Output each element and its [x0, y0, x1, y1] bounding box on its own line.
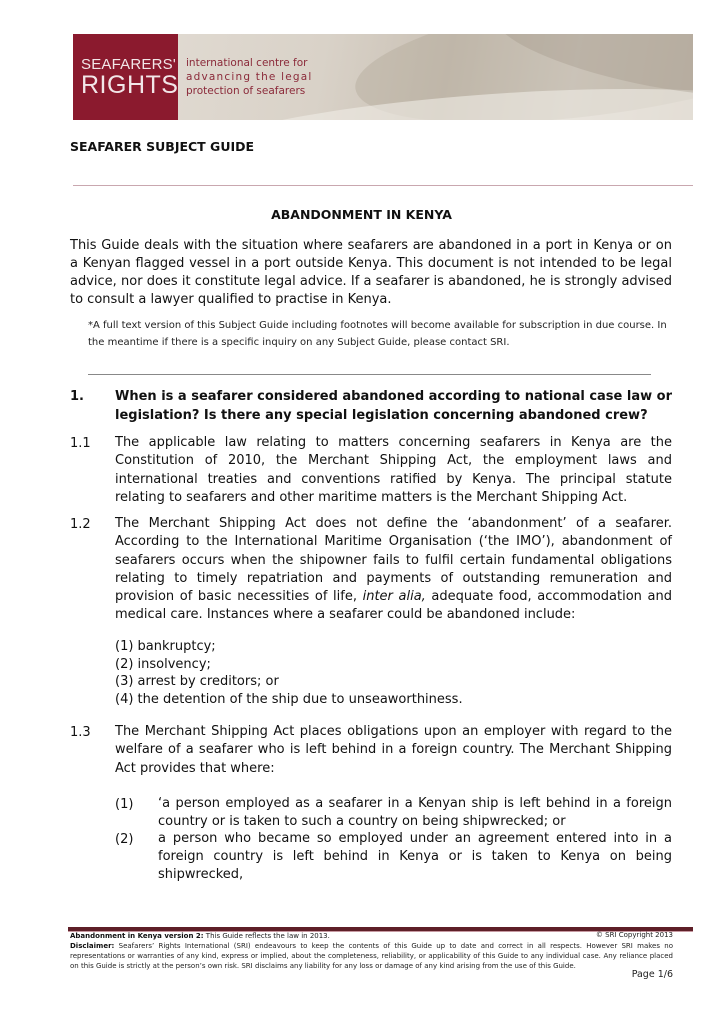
list-item: ‘a person employed as a seafarer in a Kenyan ship is left behind in a foreign country or is taken to such a country on being shipwrecked; or — [158, 796, 672, 829]
disclaimer-label: Disclaimer: — [70, 942, 115, 950]
logo — [73, 34, 178, 120]
paragraph-number: 1.3 — [70, 725, 91, 740]
version-text: This Guide reflects the law in 2013. — [203, 932, 330, 940]
list-item: (2) insolvency; — [115, 656, 211, 672]
paragraph-1-3: The Merchant Shipping Act places obligations upon an employer with regard to the welfare of a seafarer who is left behind in a foreign country. The Merchant Shipping Act provides that where: — [115, 724, 672, 776]
section-question: When is a seafarer considered abandoned according to national case law or legislation? Is there any special legislation concerning abandoned crew? — [115, 389, 672, 423]
paragraph-number: 1.1 — [70, 436, 91, 451]
paragraph-number: 1.2 — [70, 517, 91, 532]
guide-title: SEAFARER SUBJECT GUIDE — [70, 139, 255, 154]
list-item: (3) arrest by creditors; or — [115, 674, 279, 689]
tagline-line: protection of seafarers — [186, 85, 306, 97]
list-item-number: (1) — [115, 797, 134, 812]
divider — [73, 185, 693, 186]
tagline-line: international centre for — [186, 57, 308, 69]
page-number: Page 1/6 — [631, 969, 673, 980]
disclaimer — [70, 941, 673, 971]
disclaimer-text: Seafarers’ Rights International (SRI) endeavours to keep the contents of this Guide up to date and correct in all respects. However SRI makes no representations or warranties of any kind, express or implied, about the completeness, reliability, or applicability of this Guide to any individual case. Any reliance placed on this Guide is strictly at the person’s own risk. SRI disclaims any liability for any loss or damage of any kind arising from the use of this Guide. — [70, 942, 673, 970]
intro-paragraph: This Guide deals with the situation where seafarers are abandoned in a port in Kenya or on a Kenyan flagged vessel in a port outside Kenya. This document is not intended to be legal advice, nor does it constitute legal advice. If a seafarer is abandoned, he is strongly advised to consult a lawyer qualified to practise in Kenya. — [70, 238, 672, 307]
text: adequate food, accommodation and medical care. Instances where a seafarer could be abandoned include: — [115, 589, 672, 623]
list-item: a person who became so employed under an agreement entered into in a foreign country is left behind in Kenya or is taken to Kenya on being shipwrecked, — [158, 831, 672, 882]
logo-line1: SEAFARERS' — [81, 56, 176, 73]
paragraph-1-2 — [115, 515, 672, 625]
list-item-number: (2) — [115, 832, 134, 847]
instances-list — [115, 638, 463, 708]
text: The Merchant Shipping Act does not define the ‘abandonment’ of a seafarer. According to the International Maritime Organisation (‘the IMO’), abandonment of seafarers occurs when the shipowner fails to fulfil certain fundamental obligations relating to timely repatriation and payments of outstanding remuneration and provision of basic necessities of life, — [115, 516, 672, 605]
footnote-note: *A full text version of this Subject Guide including footnotes will become available for subscription in due course. In the meantime if there is a specific inquiry on any Subject Guide, please contact SRI. — [88, 320, 667, 348]
section-number: 1. — [70, 389, 84, 404]
version-line — [70, 931, 673, 941]
tagline — [186, 56, 313, 98]
version-label: Abandonment in Kenya version 2: — [70, 932, 204, 940]
header-banner — [73, 34, 693, 120]
list-item: (4) the detention of the ship due to unseaworthiness. — [115, 691, 463, 707]
copyright: © SRI Copyright 2013 — [595, 931, 673, 939]
tagline-line: advancing the legal — [186, 71, 313, 83]
italic-term: inter alia, — [362, 589, 426, 605]
divider — [88, 374, 651, 375]
list-item: (1) bankruptcy; — [115, 639, 216, 654]
paragraph-1-1: The applicable law relating to matters concerning seafarers in Kenya are the Constitution of 2010, the Merchant Shipping Act, the employment laws and international treaties and conventions ratified by Kenya. The principal statute relating to seafarers and other maritime matters is the Merchant Shipping Act. — [115, 435, 672, 505]
logo-line2: RIGHTS — [81, 71, 179, 99]
document-title: ABANDONMENT IN KENYA — [271, 207, 452, 222]
footer — [70, 931, 673, 971]
